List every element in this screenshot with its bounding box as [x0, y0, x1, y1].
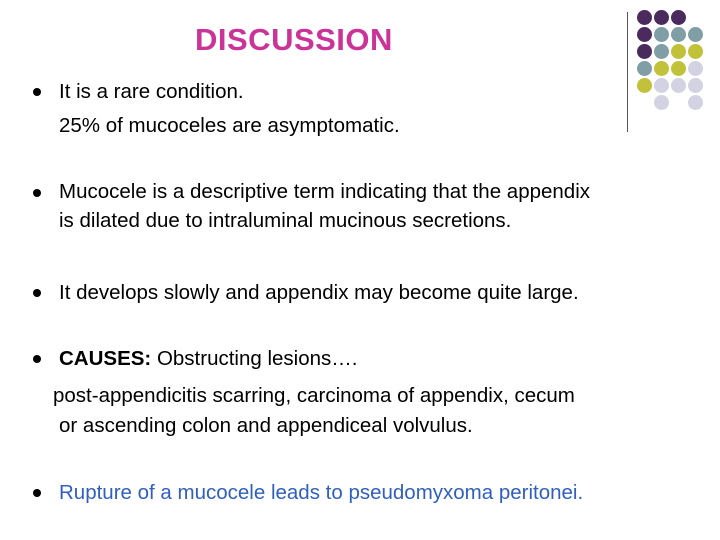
- decoration-dot: [688, 61, 703, 76]
- bullet-4-line-3: or ascending colon and appendiceal volvulus.: [59, 414, 473, 437]
- bullet-marker: [33, 489, 41, 497]
- bullet-marker: [33, 355, 41, 363]
- decoration-dot: [688, 27, 703, 42]
- decoration-dot: [688, 44, 703, 59]
- decoration-dot: [654, 27, 669, 42]
- decoration-dot: [671, 78, 686, 93]
- decoration-dot: [688, 78, 703, 93]
- decoration-dot: [637, 27, 652, 42]
- bullet-4-line-2: post-appendicitis scarring, carcinoma of appendix, cecum: [53, 384, 575, 407]
- decoration-dot: [637, 78, 652, 93]
- bullet-1-line-2: 25% of mucoceles are asymptomatic.: [59, 114, 400, 137]
- decoration-dot: [654, 78, 669, 93]
- bullet-3-line-1: It develops slowly and appendix may become quite large.: [59, 281, 579, 304]
- decoration-dot: [688, 95, 703, 110]
- bullet-marker: [33, 88, 41, 96]
- bullet-4-line-1: [59, 345, 358, 373]
- decoration-dot: [637, 44, 652, 59]
- decoration-dot: [654, 95, 669, 110]
- bullet-2-line-2: is dilated due to intraluminal mucinous secretions.: [59, 209, 512, 232]
- bullet-marker: [33, 289, 41, 297]
- decoration-dot: [654, 10, 669, 25]
- decoration-dot: [654, 61, 669, 76]
- decoration-dot: [654, 44, 669, 59]
- decoration-dot: [671, 61, 686, 76]
- decoration-dot: [671, 44, 686, 59]
- bullet-marker: [33, 189, 41, 197]
- decoration-dot: [671, 27, 686, 42]
- causes-lead: Obstructing lesions….: [151, 347, 358, 370]
- bullet-2-line-1: Mucocele is a descriptive term indicating that the appendix: [59, 180, 591, 203]
- bullet-5-line-1: Rupture of a mucocele leads to pseudomyxoma peritonei.: [59, 481, 584, 504]
- decoration-dot: [637, 10, 652, 25]
- slide-title: DISCUSSION: [195, 22, 393, 57]
- causes-label: CAUSES:: [59, 347, 152, 370]
- decoration-dot: [671, 10, 686, 25]
- divider-line: [627, 12, 628, 132]
- bullet-1-line-1: It is a rare condition.: [59, 80, 244, 103]
- decoration-dot: [637, 61, 652, 76]
